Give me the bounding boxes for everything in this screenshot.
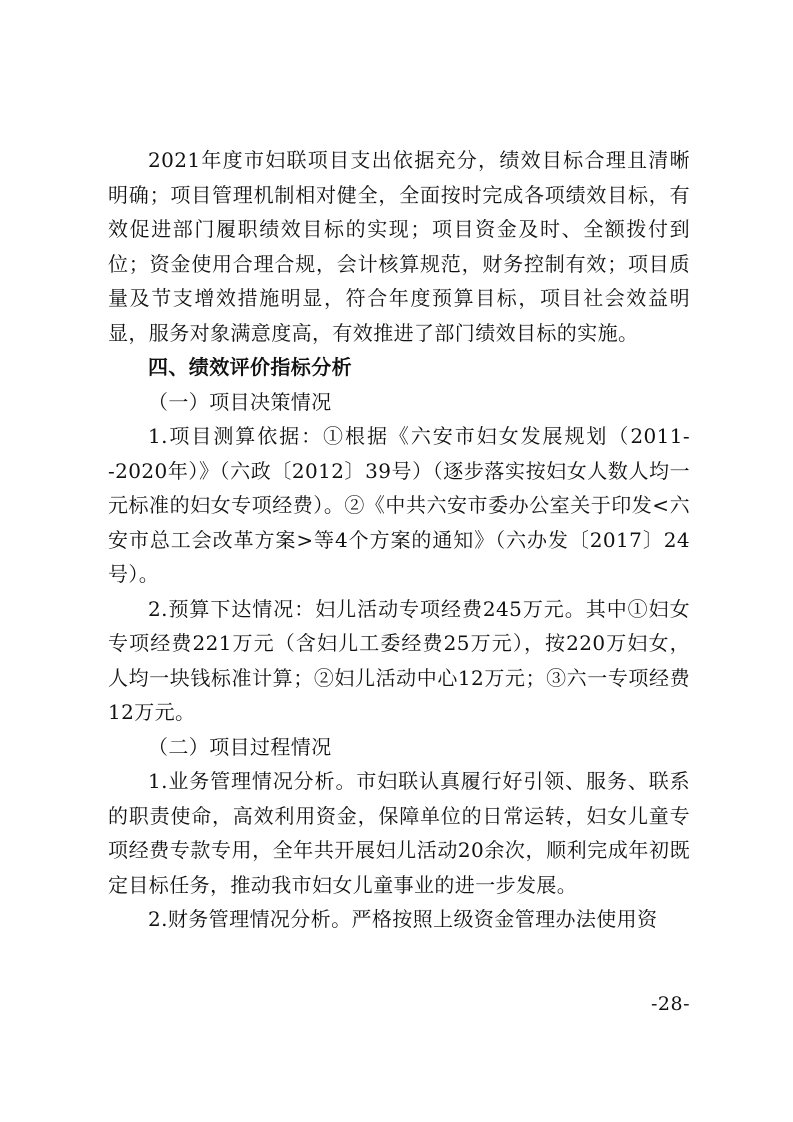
subsection-heading-project-decision: （一）项目决策情况: [148, 389, 332, 414]
document-body: [108, 143, 690, 937]
page-number: -28-: [650, 993, 690, 1015]
paragraph-budget-allocation: 2.预算下达情况：妇儿活动专项经费245万元。其中①妇女专项经费221万元（含妇儿工委经费25万元），按220万妇女，人均一块钱标准计算；②妇儿活动中心12万元；③六一专项经费12万元。: [108, 596, 690, 724]
paragraph-financial-management: 2.财务管理情况分析。严格按照上级资金管理办法使用资: [148, 907, 658, 931]
paragraph-calculation-basis: 1.项目测算依据：①根据《六安市妇女发展规划（2011--2020年）》（六政〔2012〕39号）（逐步落实按妇女人数人均一元标准的妇女专项经费）。②《中共六安市委办公室关于印发<六安市总工会改革方案>等4个方案的通知》（六办发〔2017〕24号）。: [108, 424, 690, 586]
summary-paragraph: 2021年度市妇联项目支出依据充分，绩效目标合理且清晰明确；项目管理机制相对健全，全面按时完成各项绩效目标，有效促进部门履职绩效目标的实现；项目资金及时、全额拨付到位；资金使用合理合规，会计核算规范，财务控制有效；项目质量及节支增效措施明显，符合年度预算目标，项目社会效益明显，服务对象满意度高，有效推进了部门绩效目标的实施。: [108, 148, 690, 345]
section-heading-performance-analysis: 四、绩效评价指标分析: [148, 355, 352, 379]
paragraph-business-management: 1.业务管理情况分析。市妇联认真履行好引领、服务、联系的职责使命，高效利用资金，保障单位的日常运转，妇女儿童专项经费专款专用，全年共开展妇儿活动20余次，顺利完成年初既定目标任务，推动我市妇女儿童事业的进一步发展。: [108, 769, 690, 897]
subsection-heading-project-process: （二）项目过程情况: [148, 734, 332, 759]
